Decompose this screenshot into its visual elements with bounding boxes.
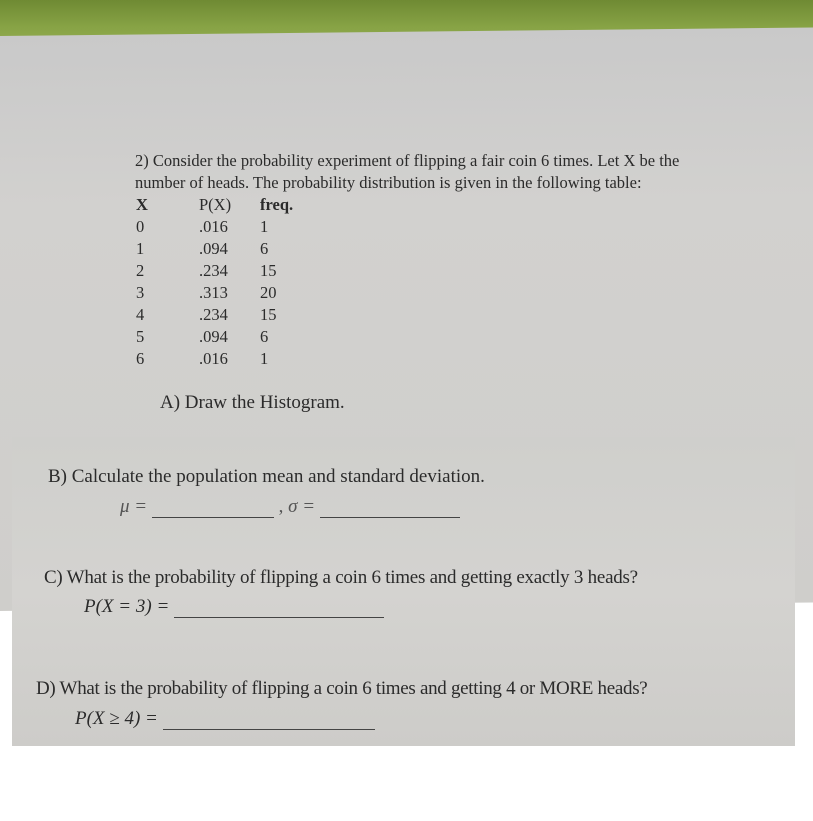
part-d: D) What is the probability of flipping a coin 6 times and getting 4 or MORE heads? xyxy=(36,678,648,699)
cell-p: .313 xyxy=(199,283,228,302)
header-x: X xyxy=(136,195,148,214)
part-c: C) What is the probability of flipping a coin 6 times and getting exactly 3 heads? xyxy=(44,567,638,588)
sigma-blank[interactable] xyxy=(320,517,460,518)
column-x xyxy=(136,194,148,370)
cell-x: 5 xyxy=(136,327,145,346)
cell-p: .016 xyxy=(199,349,228,368)
cell-p: .094 xyxy=(199,327,228,346)
mean-sd-answer-line xyxy=(120,496,460,518)
cell-p: .094 xyxy=(199,239,228,258)
cell-freq: 6 xyxy=(260,239,269,258)
c-formula: P(X = 3) = xyxy=(84,596,170,617)
cell-p: .016 xyxy=(199,217,228,236)
d-answer-blank[interactable] xyxy=(163,729,375,730)
part-a: A) Draw the Histogram. xyxy=(160,392,345,413)
cell-freq: 1 xyxy=(260,217,269,236)
header-p: P(X) xyxy=(199,195,232,214)
cell-freq: 15 xyxy=(260,261,277,280)
part-d-answer-line xyxy=(75,708,375,730)
intro-text-1: Consider the probability experiment of flipping a fair coin 6 times. Let X be the xyxy=(152,151,680,170)
part-b: B) Calculate the population mean and standard deviation. xyxy=(48,466,485,487)
question-number: 2) xyxy=(135,151,149,170)
mu-label: μ = xyxy=(120,496,148,517)
column-p xyxy=(199,194,231,370)
cell-x: 2 xyxy=(136,261,145,280)
part-c-answer-line xyxy=(84,596,384,618)
mu-blank[interactable] xyxy=(152,517,274,518)
header-freq: freq. xyxy=(260,195,294,214)
d-formula: P(X ≥ 4) = xyxy=(75,708,158,729)
cell-x: 3 xyxy=(136,283,145,302)
cell-p: .234 xyxy=(199,305,228,324)
cell-x: 1 xyxy=(136,239,145,258)
cell-x: 0 xyxy=(136,217,145,236)
cell-p: .234 xyxy=(199,261,228,280)
c-answer-blank[interactable] xyxy=(174,617,384,618)
intro-line-2: number of heads. The probability distribution is given in the following table: xyxy=(135,173,642,192)
sigma-separator: , xyxy=(278,496,284,517)
cell-freq: 15 xyxy=(260,305,277,324)
cell-freq: 20 xyxy=(260,283,277,302)
sigma-label: σ = xyxy=(288,496,316,517)
cell-freq: 1 xyxy=(260,349,269,368)
cell-freq: 6 xyxy=(260,327,269,346)
cell-x: 4 xyxy=(136,305,145,324)
column-freq xyxy=(260,194,293,370)
cell-x: 6 xyxy=(136,349,145,368)
question-intro xyxy=(135,150,679,194)
intro-line-1 xyxy=(135,150,679,172)
